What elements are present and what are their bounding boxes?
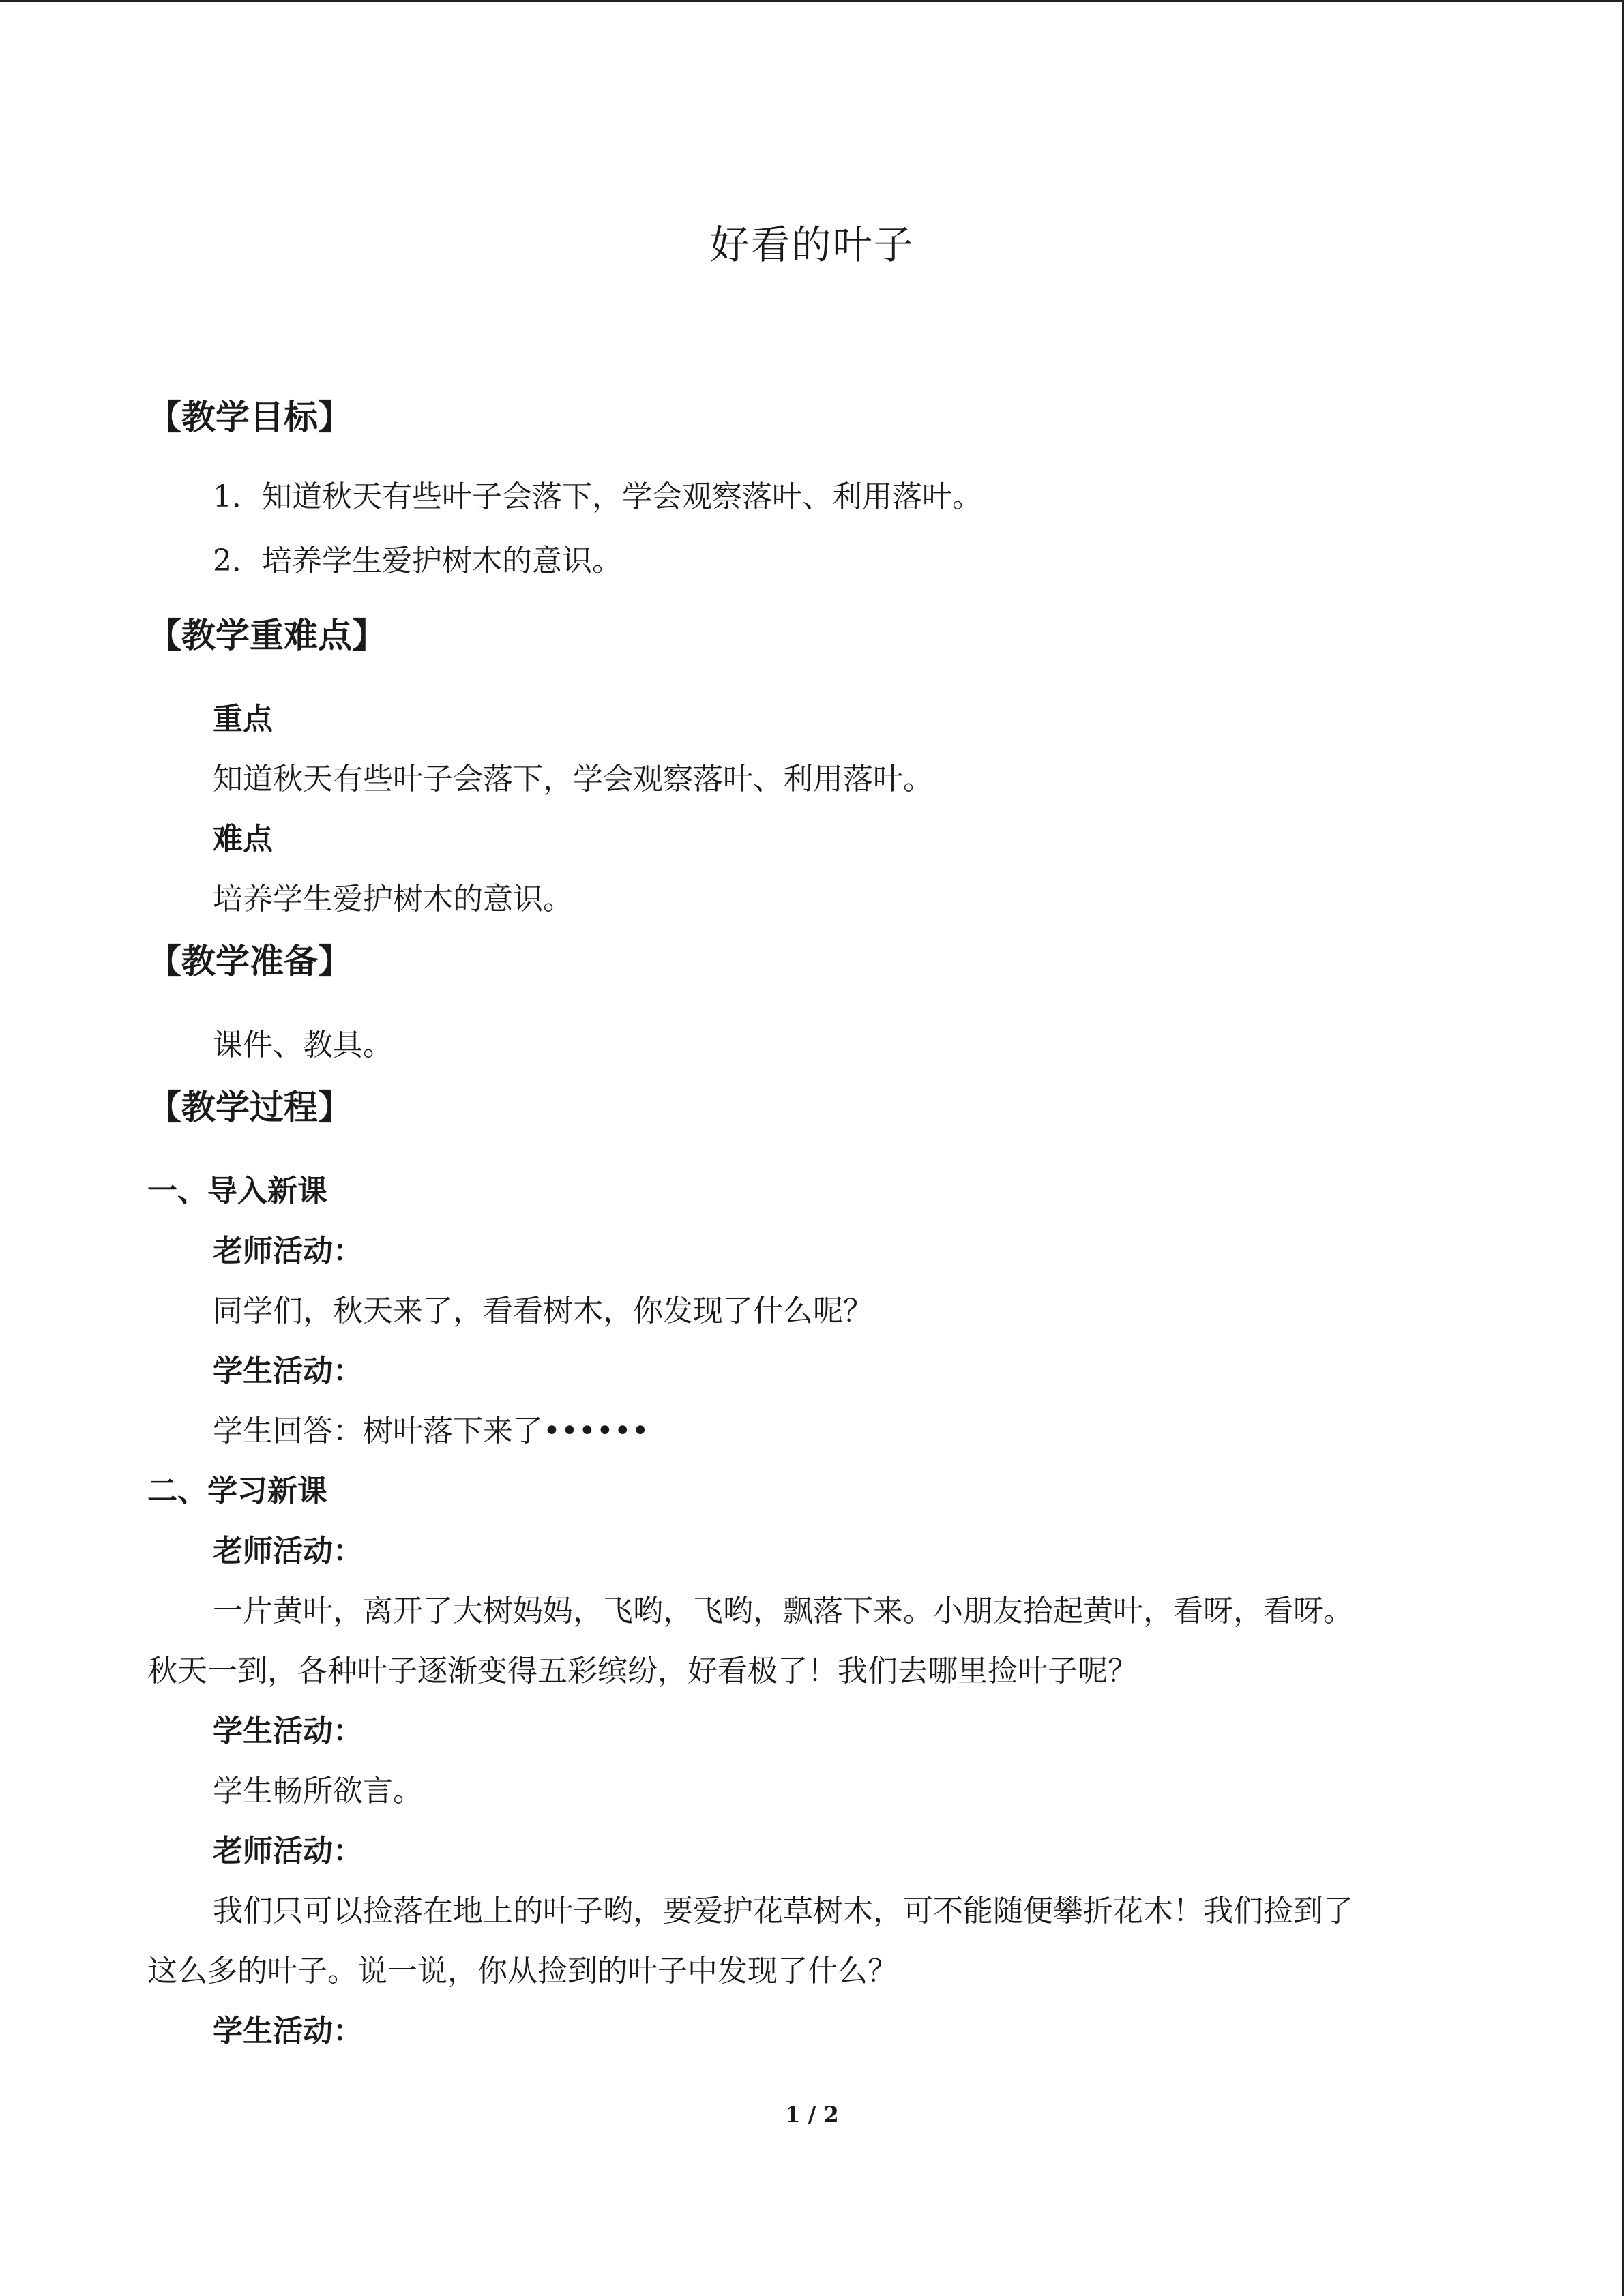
section-heading-key-points: 【教学重难点】 (147, 616, 386, 655)
difficulty-label: 难点 (213, 822, 273, 856)
part2-teacher-text-2a: 我们只可以捡落在地上的叶子哟，要爱护花草树木，可不能随便攀折花木！我们捡到了 (213, 1894, 1353, 1928)
part1-title: 一、导入新课 (147, 1174, 327, 1208)
part2-teacher-text-1b: 秋天一到，各种叶子逐渐变得五彩缤纷，好看极了！我们去哪里捡叶子呢？ (147, 1654, 1138, 1688)
preparation-text: 课件、教具。 (213, 1028, 393, 1062)
section-heading-preparation: 【教学准备】 (147, 942, 352, 981)
focus-label: 重点 (213, 702, 273, 736)
document-title: 好看的叶子 (709, 222, 915, 268)
part2-teacher-label-2: 老师活动： (213, 1834, 363, 1868)
part2-student-label-2: 学生活动： (213, 2014, 363, 2048)
part2-student-label-1: 学生活动： (213, 1714, 363, 1748)
part2-teacher-text-1a: 一片黄叶，离开了大树妈妈，飞哟，飞哟，飘落下来。小朋友拾起黄叶，看呀，看呀。 (213, 1594, 1353, 1628)
part2-title: 二、学习新课 (147, 1474, 327, 1508)
section-heading-process: 【教学过程】 (147, 1088, 352, 1127)
page-border-top (0, 0, 1624, 2)
part2-teacher-label-1: 老师活动： (213, 1534, 363, 1568)
section-heading-goals: 【教学目标】 (147, 398, 352, 437)
goal-item-1: 1．知道秋天有些叶子会落下，学会观察落叶、利用落叶。 (213, 479, 982, 514)
part1-student-text: 学生回答：树叶落下来了•••••• (213, 1414, 649, 1448)
goal-item-2: 2．培养学生爱护树木的意识。 (213, 543, 622, 578)
part1-teacher-label: 老师活动： (213, 1234, 363, 1268)
difficulty-text: 培养学生爱护树木的意识。 (213, 882, 573, 916)
part1-teacher-text: 同学们，秋天来了，看看树木，你发现了什么呢？ (213, 1294, 873, 1328)
part2-teacher-text-2b: 这么多的叶子。说一说，你从捡到的叶子中发现了什么？ (147, 1954, 898, 1988)
focus-text: 知道秋天有些叶子会落下，学会观察落叶、利用落叶。 (213, 762, 933, 796)
page-number: 1 / 2 (785, 2102, 839, 2128)
part1-student-label: 学生活动： (213, 1354, 363, 1388)
part2-student-text-1: 学生畅所欲言。 (213, 1774, 423, 1808)
